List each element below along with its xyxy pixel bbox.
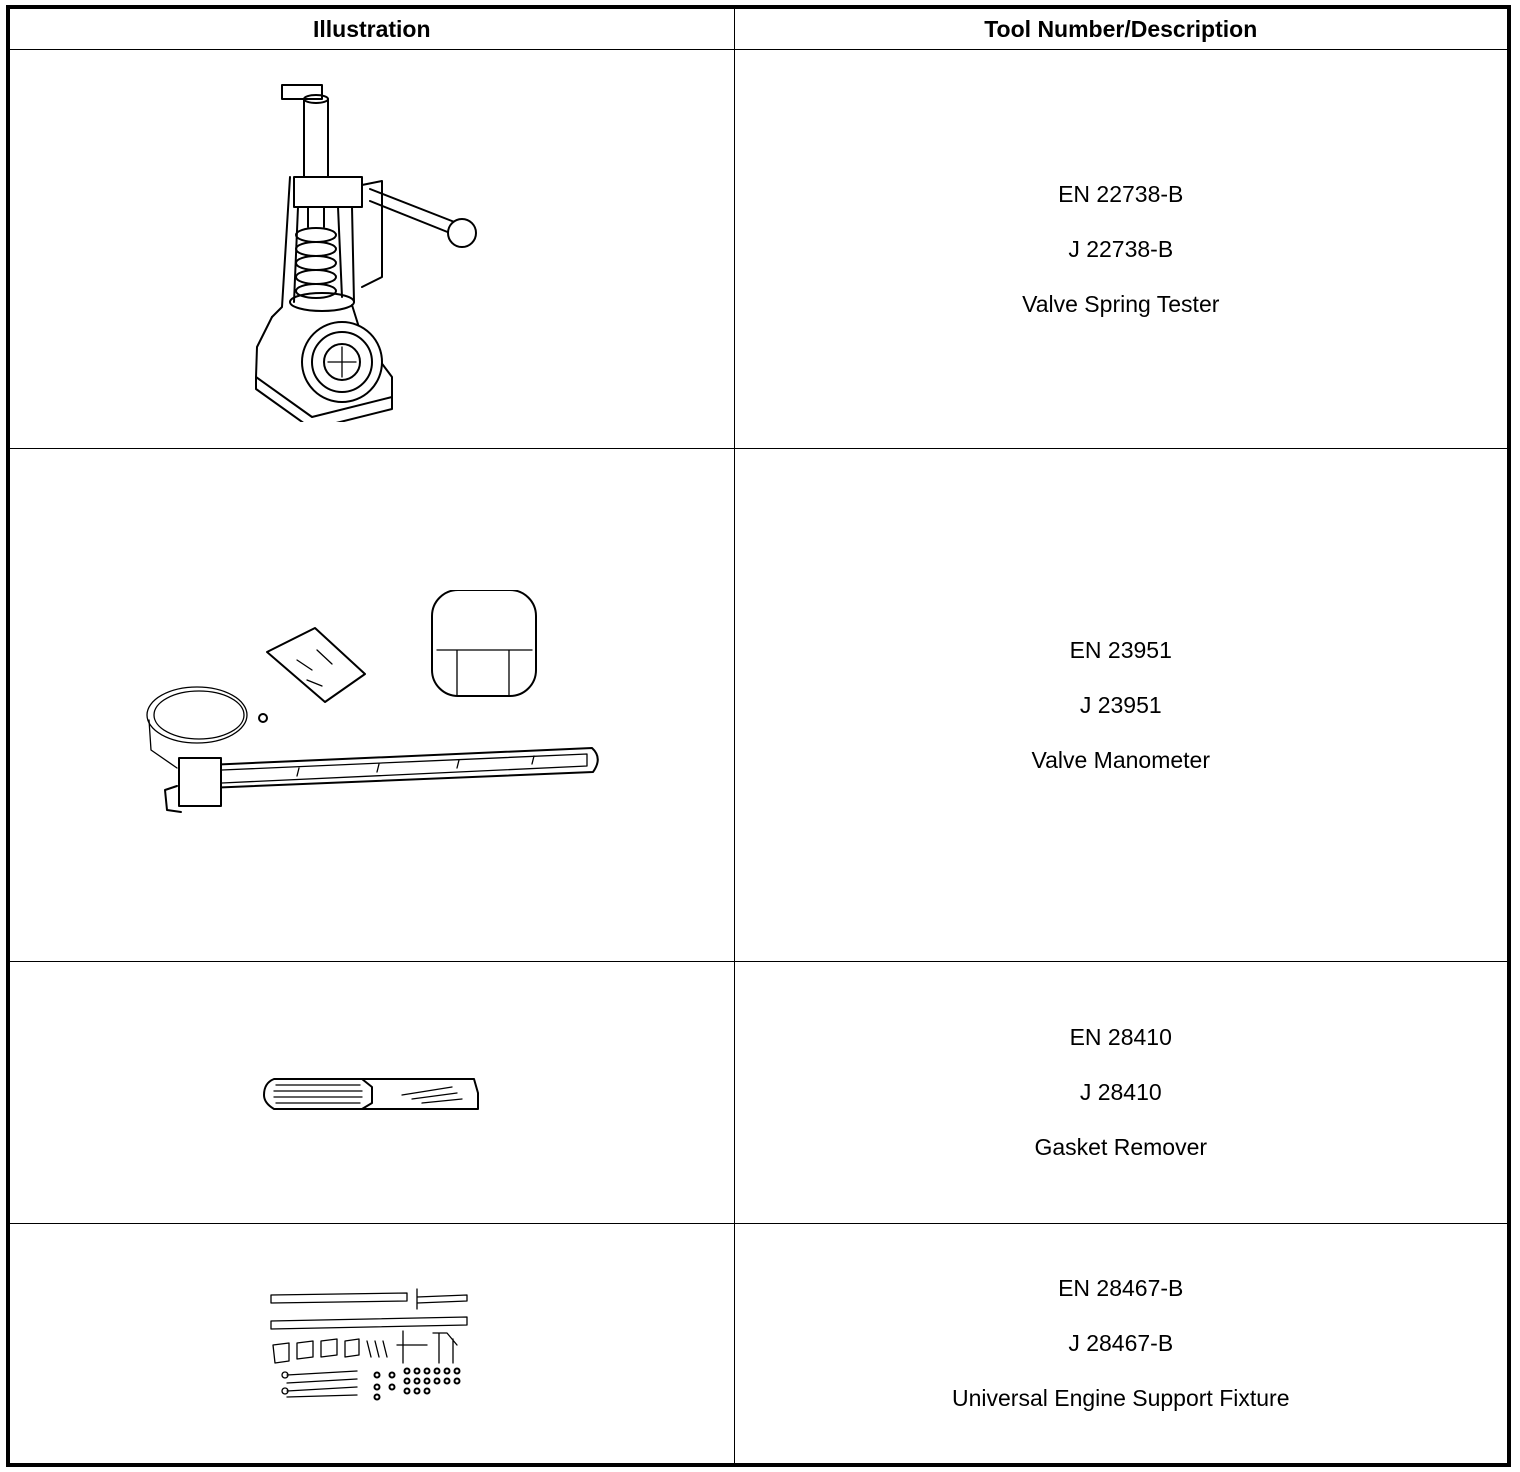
gasket-remover-illustration	[262, 1073, 482, 1113]
illustration-cell	[8, 50, 734, 449]
special-tools-table	[6, 5, 1511, 1467]
table-row	[8, 449, 1509, 962]
valve-manometer-illustration	[137, 590, 607, 820]
header-illustration: Illustration	[8, 7, 734, 50]
j-tool-number: J 28410	[1079, 1079, 1162, 1105]
en-tool-number: EN 23951	[1069, 636, 1172, 663]
tool-description: Gasket Remover	[1034, 1134, 1208, 1160]
en-tool-number: EN 28410	[1069, 1024, 1172, 1050]
en-tool-number: EN 22738-B	[1058, 180, 1184, 207]
table-row	[8, 1224, 1509, 1465]
table-row	[8, 962, 1509, 1224]
tool-description-cell	[734, 962, 1509, 1224]
j-tool-number: J 22738-B	[1068, 235, 1174, 262]
tool-description-cell	[734, 50, 1509, 449]
j-tool-number: J 23951	[1079, 691, 1162, 718]
illustration-cell	[8, 962, 734, 1224]
tool-description: Valve Manometer	[1031, 746, 1211, 773]
tool-description: Universal Engine Support Fixture	[952, 1384, 1290, 1411]
j-tool-number: J 28467-B	[1068, 1329, 1174, 1356]
tool-description-cell	[734, 1224, 1509, 1465]
table-row	[8, 50, 1509, 449]
tool-description-cell	[734, 449, 1509, 962]
illustration-cell	[8, 449, 734, 962]
valve-spring-tester-illustration	[242, 77, 502, 422]
en-tool-number: EN 28467-B	[1058, 1274, 1184, 1301]
illustration-cell	[8, 1224, 734, 1465]
header-tool-description: Tool Number/Description	[734, 7, 1509, 50]
engine-support-fixture-illustration	[267, 1283, 477, 1403]
tool-description: Valve Spring Tester	[1022, 290, 1220, 317]
header-row	[8, 7, 1509, 50]
